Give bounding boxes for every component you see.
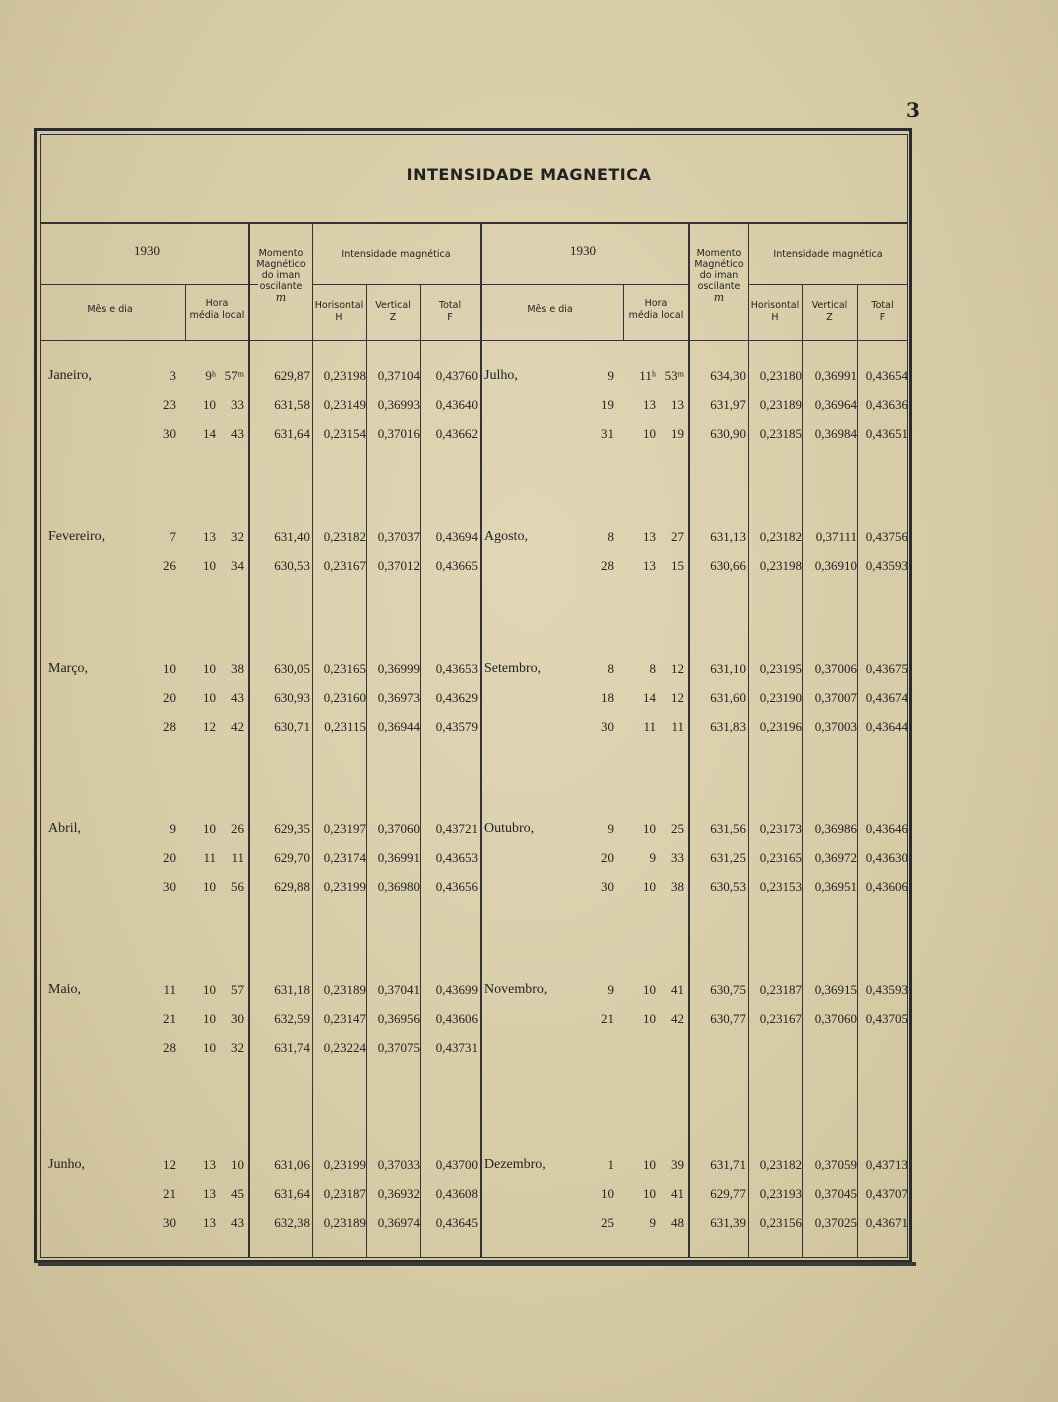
header-top-rule — [40, 222, 908, 224]
vertical-cell: 0,36910 — [814, 558, 857, 573]
momento-line1: Momento — [258, 248, 304, 259]
frame-shadow — [38, 1262, 916, 1266]
vertical-cell: 0,36980 — [377, 879, 420, 894]
left-year-rule — [40, 284, 258, 285]
horizontal-cell: 0,23199 — [323, 1157, 366, 1172]
minute-cell: 27 — [671, 529, 684, 544]
total-label: Total — [871, 300, 894, 311]
moment-cell: 630,53 — [274, 558, 310, 573]
vertical-cell: 0,37037 — [377, 529, 420, 544]
hour-cell: 10 — [203, 397, 216, 412]
minute-cell: 39 — [671, 1157, 684, 1172]
header-bottom-rule — [40, 340, 908, 341]
moment-cell: 631,10 — [710, 661, 746, 676]
horizontal-cell: 0,23115 — [324, 719, 366, 734]
minute-cell: 43 — [231, 426, 244, 441]
horizontal-cell: 0,23167 — [323, 558, 366, 573]
total-cell: 0,43646 — [865, 821, 908, 836]
day-cell: 30 — [601, 879, 614, 894]
moment-cell: 634,30 — [710, 368, 746, 383]
horizontal-cell: 0,23189 — [323, 1215, 366, 1230]
f-label: F — [447, 312, 453, 323]
vertical-cell: 0,37003 — [814, 719, 857, 734]
horizontal-cell: 0,23154 — [323, 426, 366, 441]
day-cell: 8 — [607, 661, 614, 676]
moment-cell: 630,90 — [710, 426, 746, 441]
total-cell: 0,43699 — [435, 982, 478, 997]
hour-cell: 10 — [203, 821, 216, 836]
vertical-cell: 0,37007 — [814, 690, 857, 705]
minute-cell: 10 — [231, 1157, 244, 1172]
minute-cell: 34 — [231, 558, 244, 573]
minute-cell: 42 — [231, 719, 244, 734]
total-cell: 0,43644 — [865, 719, 908, 734]
total-cell: 0,43713 — [865, 1157, 908, 1172]
vertical-cell: 0,36915 — [814, 982, 857, 997]
day-cell: 20 — [163, 690, 176, 705]
moment-cell: 630,05 — [274, 661, 310, 676]
f-label: F — [879, 312, 886, 323]
moment-cell: 631,64 — [274, 426, 310, 441]
horizontal-cell: 0,23197 — [323, 821, 366, 836]
minute-cell: 13 — [671, 397, 684, 412]
moment-cell: 631,58 — [274, 397, 310, 412]
right-h-header — [748, 300, 802, 324]
vertical-cell: 0,36991 — [377, 850, 420, 865]
day-cell: 28 — [163, 1040, 176, 1055]
right-mes-dia-header: Mês e dia — [527, 304, 573, 315]
minute-cell: 57ᵐ — [224, 368, 244, 383]
vertical-cell: 0,37012 — [377, 558, 420, 573]
hour-cell: 10 — [203, 690, 216, 705]
total-cell: 0,43630 — [865, 850, 908, 865]
moment-cell: 630,75 — [710, 982, 746, 997]
minute-cell: 19 — [671, 426, 684, 441]
minute-cell: 15 — [671, 558, 684, 573]
moment-cell: 631,56 — [710, 821, 746, 836]
horizontal-cell: 0,23182 — [323, 529, 366, 544]
horizontal-cell: 0,23198 — [323, 368, 366, 383]
vertical-cell: 0,37041 — [377, 982, 420, 997]
total-cell: 0,43606 — [865, 879, 908, 894]
total-cell: 0,43665 — [435, 558, 478, 573]
left-intensidade-header: Intensidade magnética — [341, 249, 451, 260]
right-momento-header — [690, 248, 748, 303]
moment-cell: 632,38 — [274, 1215, 310, 1230]
horizontal-cell: 0,23198 — [759, 558, 802, 573]
total-cell: 0,43656 — [435, 879, 478, 894]
day-cell: 30 — [601, 719, 614, 734]
minute-cell: 11 — [231, 850, 244, 865]
moment-cell: 631,83 — [710, 719, 746, 734]
horizontal-cell: 0,23187 — [323, 1186, 366, 1201]
hour-cell: 14 — [203, 426, 216, 441]
h-label: H — [335, 312, 343, 323]
minute-cell: 30 — [231, 1011, 244, 1026]
hora-line2: média local — [189, 310, 245, 321]
vertical-cell: 0,36973 — [377, 690, 420, 705]
hour-cell: 10 — [643, 982, 656, 997]
hour-cell: 11 — [643, 719, 656, 734]
minute-cell: 25 — [671, 821, 684, 836]
total-cell: 0,43653 — [435, 850, 478, 865]
horizontal-cell: 0,23153 — [759, 879, 802, 894]
horisontal-label: Horisontal — [750, 300, 800, 311]
vertical-label: Vertical — [811, 300, 848, 311]
hora-line2: média local — [628, 310, 684, 321]
minute-cell: 48 — [671, 1215, 684, 1230]
minute-cell: 26 — [231, 821, 244, 836]
day-cell: 9 — [169, 821, 176, 836]
moment-cell: 629,88 — [274, 879, 310, 894]
horizontal-cell: 0,23199 — [323, 879, 366, 894]
total-cell: 0,43731 — [435, 1040, 478, 1055]
col-rule — [480, 224, 482, 1258]
horizontal-cell: 0,23187 — [759, 982, 802, 997]
hour-cell: 10 — [203, 1011, 216, 1026]
z-label: Z — [389, 312, 397, 323]
hour-cell: 10 — [203, 661, 216, 676]
minute-cell: 41 — [671, 1186, 684, 1201]
total-cell: 0,43593 — [865, 558, 908, 573]
hour-cell: 13 — [643, 529, 656, 544]
minute-cell: 42 — [671, 1011, 684, 1026]
momento-line2: Magnético — [694, 259, 744, 270]
month-label: Julho, — [484, 368, 518, 383]
day-cell: 30 — [163, 879, 176, 894]
vertical-cell: 0,36944 — [377, 719, 420, 734]
day-cell: 21 — [163, 1011, 176, 1026]
hour-cell: 10 — [643, 426, 656, 441]
vertical-cell: 0,37016 — [377, 426, 420, 441]
vertical-cell: 0,37059 — [814, 1157, 857, 1172]
hour-cell: 13 — [643, 558, 656, 573]
left-f-header — [420, 300, 480, 324]
day-cell: 3 — [169, 368, 176, 383]
month-label: Janeiro, — [48, 368, 92, 383]
total-cell: 0,43606 — [435, 1011, 478, 1026]
month-label: Maio, — [48, 982, 82, 997]
hour-cell: 10 — [643, 879, 656, 894]
right-year: 1930 — [570, 243, 596, 258]
moment-cell: 632,59 — [274, 1011, 310, 1026]
day-cell: 8 — [607, 529, 614, 544]
vertical-cell: 0,37075 — [377, 1040, 420, 1055]
vertical-cell: 0,37006 — [814, 661, 857, 676]
day-cell: 10 — [601, 1186, 614, 1201]
day-cell: 1 — [607, 1157, 614, 1172]
day-cell: 25 — [601, 1215, 614, 1230]
horizontal-cell: 0,23156 — [759, 1215, 802, 1230]
day-cell: 9 — [607, 368, 614, 383]
horizontal-cell: 0,23149 — [323, 397, 366, 412]
vertical-label: Vertical — [375, 300, 411, 311]
total-cell: 0,43700 — [435, 1157, 478, 1172]
minute-cell: 32 — [231, 1040, 244, 1055]
total-cell: 0,43629 — [435, 690, 478, 705]
total-cell: 0,43671 — [865, 1215, 908, 1230]
day-cell: 21 — [163, 1186, 176, 1201]
hour-cell: 13 — [203, 1186, 216, 1201]
hour-cell: 10 — [643, 1186, 656, 1201]
right-f-header — [857, 300, 908, 324]
day-cell: 26 — [163, 558, 176, 573]
minute-cell: 56 — [231, 879, 244, 894]
hour-cell: 10 — [203, 1040, 216, 1055]
day-cell: 9 — [607, 821, 614, 836]
total-cell: 0,43675 — [865, 661, 908, 676]
moment-cell: 631,40 — [274, 529, 310, 544]
moment-cell: 630,53 — [710, 879, 746, 894]
hour-cell: 10 — [203, 558, 216, 573]
month-label: Outubro, — [484, 821, 535, 836]
day-cell: 20 — [601, 850, 614, 865]
day-cell: 7 — [169, 529, 176, 544]
minute-cell: 12 — [671, 661, 684, 676]
vertical-cell: 0,37060 — [814, 1011, 857, 1026]
hour-cell: 13 — [643, 397, 656, 412]
horizontal-cell: 0,23189 — [759, 397, 802, 412]
total-cell: 0,43756 — [865, 529, 908, 544]
day-cell: 19 — [601, 397, 614, 412]
minute-cell: 12 — [671, 690, 684, 705]
moment-cell: 631,60 — [710, 690, 746, 705]
page-title: INTENSIDADE MAGNETICA — [406, 165, 652, 184]
hour-cell: 9ʰ — [205, 368, 216, 383]
vertical-cell: 0,36999 — [377, 661, 420, 676]
vertical-cell: 0,36993 — [377, 397, 420, 412]
total-cell: 0,43651 — [865, 426, 908, 441]
vertical-cell: 0,36951 — [814, 879, 857, 894]
month-label: Agosto, — [484, 529, 528, 544]
horizontal-cell: 0,23167 — [759, 1011, 802, 1026]
vertical-cell: 0,37060 — [377, 821, 420, 836]
horizontal-cell: 0,23180 — [759, 368, 802, 383]
vertical-cell: 0,37025 — [814, 1215, 857, 1230]
hour-cell: 10 — [203, 982, 216, 997]
total-cell: 0,43640 — [435, 397, 478, 412]
moment-cell: 630,66 — [710, 558, 746, 573]
month-label: Abril, — [48, 821, 82, 836]
minute-cell: 43 — [231, 690, 244, 705]
hour-cell: 11 — [203, 850, 216, 865]
month-label: Novembro, — [484, 982, 548, 997]
total-cell: 0,43707 — [865, 1186, 908, 1201]
vertical-cell: 0,36986 — [814, 821, 857, 836]
minute-cell: 32 — [231, 529, 244, 544]
moment-cell: 631,06 — [274, 1157, 310, 1172]
vertical-cell: 0,37045 — [814, 1186, 857, 1201]
horizontal-cell: 0,23193 — [759, 1186, 802, 1201]
day-cell: 30 — [163, 1215, 176, 1230]
minute-cell: 38 — [671, 879, 684, 894]
horizontal-cell: 0,23182 — [759, 1157, 802, 1172]
page-number: 3 — [906, 98, 920, 122]
total-cell: 0,43636 — [865, 397, 908, 412]
day-cell: 9 — [607, 982, 614, 997]
horizontal-cell: 0,23173 — [759, 821, 802, 836]
day-cell: 12 — [163, 1157, 176, 1172]
minute-cell: 45 — [231, 1186, 244, 1201]
moment-cell: 631,71 — [710, 1157, 746, 1172]
total-cell: 0,43579 — [435, 719, 478, 734]
horizontal-cell: 0,23190 — [759, 690, 802, 705]
day-cell: 31 — [601, 426, 614, 441]
horizontal-cell: 0,23224 — [323, 1040, 366, 1055]
momento-line3: do iman — [699, 270, 739, 281]
hour-cell: 8 — [649, 661, 656, 676]
moment-cell: 630,71 — [274, 719, 310, 734]
right-intensidade-header: Intensidade magnética — [773, 249, 883, 260]
vertical-cell: 0,36964 — [814, 397, 857, 412]
day-cell: 23 — [163, 397, 176, 412]
total-cell: 0,43694 — [435, 529, 478, 544]
h-label: H — [771, 312, 779, 323]
vertical-cell: 0,37033 — [377, 1157, 420, 1172]
hour-cell: 10 — [203, 879, 216, 894]
moment-cell: 631,13 — [710, 529, 746, 544]
day-cell: 10 — [163, 661, 176, 676]
momento-line1: Momento — [696, 248, 742, 259]
day-cell: 30 — [163, 426, 176, 441]
moment-cell: 631,25 — [710, 850, 746, 865]
right-intens-rule — [748, 284, 908, 285]
vertical-cell: 0,36991 — [814, 368, 857, 383]
total-cell: 0,43674 — [865, 690, 908, 705]
moment-cell: 629,77 — [710, 1186, 746, 1201]
z-label: Z — [826, 312, 833, 323]
minute-cell: 33 — [671, 850, 684, 865]
moment-cell: 631,74 — [274, 1040, 310, 1055]
month-label: Dezembro, — [484, 1157, 546, 1172]
hour-cell: 13 — [203, 529, 216, 544]
vertical-cell: 0,36972 — [814, 850, 857, 865]
day-cell: 11 — [163, 982, 176, 997]
minute-cell: 41 — [671, 982, 684, 997]
vertical-cell: 0,37104 — [377, 368, 420, 383]
left-z-header — [366, 300, 420, 324]
horizontal-cell: 0,23165 — [759, 850, 802, 865]
month-label: Fevereiro, — [48, 529, 106, 544]
hour-cell: 13 — [203, 1215, 216, 1230]
month-label: Setembro, — [484, 661, 542, 676]
minute-cell: 43 — [231, 1215, 244, 1230]
moment-cell: 629,35 — [274, 821, 310, 836]
left-intens-rule — [312, 284, 480, 285]
horizontal-cell: 0,23147 — [323, 1011, 366, 1026]
minute-cell: 33 — [231, 397, 244, 412]
momento-symbol: m — [275, 291, 287, 304]
hora-line1: Hora — [644, 298, 668, 309]
minute-cell: 57 — [231, 982, 244, 997]
total-cell: 0,43662 — [435, 426, 478, 441]
day-cell: 28 — [601, 558, 614, 573]
hour-cell: 12 — [203, 719, 216, 734]
total-cell: 0,43654 — [865, 368, 908, 383]
momento-symbol: m — [713, 291, 725, 304]
hour-cell: 10 — [643, 1157, 656, 1172]
day-cell: 21 — [601, 1011, 614, 1026]
left-h-header — [312, 300, 366, 324]
vertical-cell: 0,37111 — [815, 529, 857, 544]
left-year: 1930 — [134, 243, 160, 258]
momento-line2: Magnético — [256, 259, 306, 270]
moment-cell: 630,93 — [274, 690, 310, 705]
horizontal-cell: 0,23174 — [323, 850, 366, 865]
horizontal-cell: 0,23185 — [759, 426, 802, 441]
left-mes-dia-header: Mês e dia — [87, 304, 133, 315]
moment-cell: 630,77 — [710, 1011, 746, 1026]
total-cell: 0,43721 — [435, 821, 478, 836]
hour-cell: 9 — [649, 850, 656, 865]
horizontal-cell: 0,23196 — [759, 719, 802, 734]
total-cell: 0,43705 — [865, 1011, 908, 1026]
momento-line3: do iman — [261, 270, 301, 281]
moment-cell: 631,64 — [274, 1186, 310, 1201]
horizontal-cell: 0,23189 — [323, 982, 366, 997]
total-cell: 0,43593 — [865, 982, 908, 997]
horisontal-label: Horisontal — [314, 300, 364, 311]
hour-cell: 10 — [643, 1011, 656, 1026]
hora-line1: Hora — [205, 298, 229, 309]
total-cell: 0,43653 — [435, 661, 478, 676]
left-momento-header — [250, 248, 312, 303]
vertical-cell: 0,36932 — [377, 1186, 420, 1201]
horizontal-cell: 0,23160 — [323, 690, 366, 705]
day-cell: 18 — [601, 690, 614, 705]
horizontal-cell: 0,23165 — [323, 661, 366, 676]
momento-line4: oscilante — [697, 281, 741, 292]
vertical-cell: 0,36984 — [814, 426, 857, 441]
minute-cell: 11 — [671, 719, 684, 734]
month-label: Março, — [48, 661, 89, 676]
vertical-cell: 0,36974 — [377, 1215, 420, 1230]
left-hora-header — [186, 298, 248, 322]
hour-cell: 14 — [643, 690, 656, 705]
minute-cell: 53ᵐ — [664, 368, 684, 383]
hour-cell: 11ʰ — [639, 368, 656, 383]
month-label: Junho, — [48, 1157, 85, 1172]
right-z-header — [802, 300, 857, 324]
day-cell: 28 — [163, 719, 176, 734]
right-year-rule — [480, 284, 688, 285]
total-cell: 0,43760 — [435, 368, 478, 383]
vertical-cell: 0,36956 — [377, 1011, 420, 1026]
day-cell: 20 — [163, 850, 176, 865]
horizontal-cell: 0,23182 — [759, 529, 802, 544]
horizontal-cell: 0,23195 — [759, 661, 802, 676]
moment-cell: 629,87 — [274, 368, 310, 383]
total-cell: 0,43645 — [435, 1215, 478, 1230]
momento-line4: oscilante — [259, 281, 303, 292]
minute-cell: 38 — [231, 661, 244, 676]
moment-cell: 631,39 — [710, 1215, 746, 1230]
right-hora-header — [624, 298, 688, 322]
total-cell: 0,43608 — [435, 1186, 478, 1201]
moment-cell: 631,97 — [710, 397, 746, 412]
hour-cell: 13 — [203, 1157, 216, 1172]
moment-cell: 629,70 — [274, 850, 310, 865]
total-label: Total — [438, 300, 462, 311]
hour-cell: 9 — [649, 1215, 656, 1230]
moment-cell: 631,18 — [274, 982, 310, 997]
hour-cell: 10 — [643, 821, 656, 836]
